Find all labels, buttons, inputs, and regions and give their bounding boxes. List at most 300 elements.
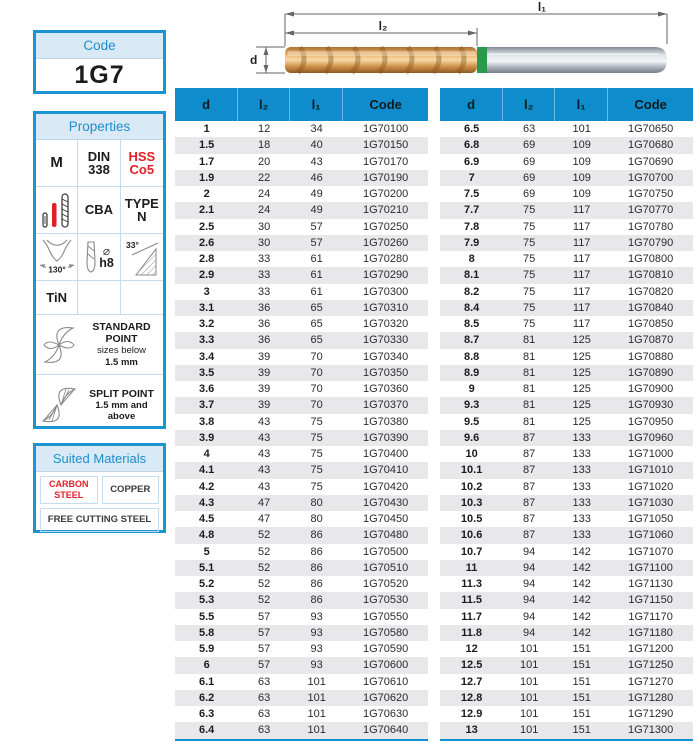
table-row — [440, 202, 693, 218]
cell-l1: 125 — [572, 334, 591, 347]
cell-d: 5.5 — [198, 610, 215, 623]
cell-l2: 43 — [258, 431, 271, 444]
split-point-row — [36, 375, 163, 435]
cell-d: 4.1 — [198, 464, 215, 477]
table-row — [440, 251, 693, 267]
cell-code: 1G70640 — [362, 724, 409, 737]
drill-bits-icon — [39, 191, 75, 229]
table-row — [175, 722, 428, 738]
cell-l2: 33 — [258, 285, 271, 298]
cell-code: 1G70170 — [362, 155, 409, 168]
table-row — [440, 284, 693, 300]
cell-l2: 94 — [523, 594, 536, 607]
table-row — [175, 706, 428, 722]
dim-arrow-left-l1 — [285, 12, 294, 17]
cell-l1: 75 — [310, 464, 323, 477]
table-row — [175, 235, 428, 251]
cell-code: 1G70930 — [627, 399, 674, 412]
cell-code: 1G70190 — [362, 171, 409, 184]
cell-d: 3.9 — [198, 431, 215, 444]
cell-l2: 94 — [523, 578, 536, 591]
cell-code: 1G71010 — [627, 464, 674, 477]
cell-code: 1G71030 — [627, 496, 674, 509]
cell-d: 6.1 — [198, 675, 215, 688]
table-row — [175, 397, 428, 413]
cell-l1: 151 — [572, 675, 591, 688]
cell-l1: 57 — [310, 220, 323, 233]
cell-d: 8.2 — [463, 285, 480, 298]
cell-d: 8.8 — [463, 350, 480, 363]
drill-diagram — [248, 2, 698, 86]
cell-l1: 86 — [310, 578, 323, 591]
cell-l1: 34 — [310, 123, 323, 136]
table-row — [440, 706, 693, 722]
cell-l1: 142 — [572, 610, 591, 623]
cell-d: 3.3 — [198, 334, 215, 347]
cell-l1: 117 — [572, 236, 591, 249]
cell-code: 1G70790 — [627, 236, 674, 249]
drill-sizes-cell — [36, 187, 78, 234]
standard-point-desc2: 1.5 mm — [105, 356, 138, 368]
cell-code: 1G70580 — [362, 626, 409, 639]
cell-l2: 30 — [258, 236, 271, 249]
table-row — [175, 186, 428, 202]
table-row — [175, 479, 428, 495]
cell-l1: 117 — [572, 204, 591, 217]
cell-l1: 93 — [310, 626, 323, 639]
cell-l2: 43 — [258, 448, 271, 461]
cell-code: 1G70800 — [627, 253, 674, 266]
cell-l1: 133 — [572, 513, 591, 526]
cell-d: 5.8 — [198, 626, 215, 639]
cell-l2: 12 — [258, 123, 271, 136]
table-row — [440, 576, 693, 592]
table-row — [175, 170, 428, 186]
cell-code: 1G70680 — [627, 139, 674, 152]
cell-code: 1G70260 — [362, 236, 409, 249]
table-row — [440, 446, 693, 462]
cell-l1: 142 — [572, 578, 591, 591]
product-code: 1G7 — [74, 61, 125, 89]
cell-l1: 101 — [572, 123, 591, 136]
col-header-l1: l₁ — [555, 88, 608, 121]
table-row — [175, 121, 428, 137]
table-row — [175, 430, 428, 446]
table-row — [440, 186, 693, 202]
cell-l1: 86 — [310, 594, 323, 607]
hss-co5-cell: HSS Co5 — [121, 140, 163, 187]
cell-l1: 151 — [572, 724, 591, 737]
table-row — [440, 430, 693, 446]
cell-l1: 142 — [572, 594, 591, 607]
cell-d: 6 — [203, 659, 210, 672]
cell-code: 1G70300 — [362, 285, 409, 298]
cell-l2: 75 — [523, 269, 536, 282]
cell-code: 1G70520 — [362, 578, 409, 591]
cell-code: 1G71060 — [627, 529, 674, 542]
cell-l1: 101 — [307, 675, 326, 688]
table-row — [175, 137, 428, 153]
table-row — [440, 495, 693, 511]
cell-d: 1.5 — [198, 139, 215, 152]
cell-d: 11.5 — [461, 594, 483, 607]
cell-code: 1G70770 — [627, 204, 674, 217]
cell-d: 11.8 — [461, 626, 483, 639]
cell-l1: 117 — [572, 301, 591, 314]
cell-l2: 63 — [258, 708, 271, 721]
cell-d: 2.9 — [198, 269, 215, 282]
cell-code: 1G70900 — [627, 383, 674, 396]
cell-l2: 33 — [258, 269, 271, 282]
cell-code: 1G71150 — [628, 594, 673, 607]
table-row — [440, 414, 693, 430]
table-row — [440, 641, 693, 657]
cell-code: 1G70360 — [362, 383, 409, 396]
table-row — [175, 690, 428, 706]
tolerance-label: h8 — [99, 255, 114, 270]
cell-code: 1G70330 — [362, 334, 409, 347]
cell-d: 11.7 — [461, 610, 483, 623]
cell-d: 2.6 — [198, 236, 215, 249]
cell-d: 6.8 — [463, 139, 480, 152]
cell-code: 1G70950 — [627, 415, 674, 428]
standard-point-row — [36, 315, 163, 375]
cell-l1: 125 — [572, 366, 591, 379]
cell-l1: 93 — [310, 610, 323, 623]
cba-cell: CBA — [78, 187, 120, 234]
cell-l1: 70 — [310, 399, 323, 412]
table-row — [175, 300, 428, 316]
cell-l1: 142 — [572, 545, 591, 558]
cell-l1: 75 — [310, 431, 323, 444]
table-row — [175, 674, 428, 690]
properties-grid — [36, 140, 163, 315]
cell-code: 1G71100 — [628, 561, 673, 574]
cell-code: 1G71300 — [627, 724, 674, 737]
cell-code: 1G70550 — [362, 610, 409, 623]
cell-l2: 75 — [523, 236, 536, 249]
cell-l2: 52 — [258, 578, 271, 591]
table-row — [440, 690, 693, 706]
table-row — [440, 170, 693, 186]
cell-l2: 52 — [258, 594, 271, 607]
cell-l2: 87 — [523, 480, 536, 493]
cell-d: 1.9 — [198, 171, 215, 184]
cell-l2: 43 — [258, 464, 271, 477]
cell-l2: 81 — [523, 334, 536, 347]
table-row — [175, 267, 428, 283]
cell-code: 1G71270 — [627, 675, 674, 688]
cell-l2: 39 — [258, 399, 271, 412]
green-ring — [477, 47, 487, 73]
cell-d: 5.3 — [198, 594, 215, 607]
cell-l2: 101 — [520, 724, 539, 737]
cell-code: 1G70960 — [627, 431, 674, 444]
cell-code: 1G70810 — [627, 269, 674, 282]
cell-code: 1G70250 — [362, 220, 409, 233]
cell-code: 1G70150 — [362, 139, 409, 152]
table-row — [175, 332, 428, 348]
cell-code: 1G70630 — [362, 708, 409, 721]
table-row — [175, 527, 428, 543]
tolerance-cell — [78, 234, 120, 281]
table-header — [440, 88, 693, 121]
cell-code: 1G70870 — [627, 334, 674, 347]
material-cell: M — [36, 140, 78, 187]
cell-code: 1G71250 — [627, 659, 674, 672]
cell-d: 10.1 — [460, 464, 483, 477]
cell-l2: 52 — [258, 529, 271, 542]
code-box — [33, 30, 166, 94]
cell-d: 8.7 — [463, 334, 480, 347]
table-row — [440, 674, 693, 690]
cell-d: 4 — [203, 448, 210, 461]
cell-d: 4.3 — [198, 496, 215, 509]
cell-d: 10 — [465, 448, 478, 461]
cell-d: 11.3 — [461, 578, 483, 591]
type-n-cell: TYPE N — [121, 187, 163, 234]
cell-l1: 133 — [572, 496, 591, 509]
cell-l1: 133 — [572, 448, 591, 461]
cell-d: 10.6 — [460, 529, 483, 542]
table-row — [440, 544, 693, 560]
cell-d: 7 — [468, 171, 475, 184]
cell-l1: 117 — [572, 269, 591, 282]
cell-l1: 117 — [572, 253, 591, 266]
cell-l2: 39 — [258, 366, 271, 379]
cell-l2: 94 — [523, 610, 536, 623]
cell-l2: 75 — [523, 301, 536, 314]
cell-l2: 69 — [523, 171, 536, 184]
cell-l1: 101 — [307, 691, 326, 704]
table-row — [175, 154, 428, 170]
cell-d: 4.5 — [198, 513, 215, 526]
cell-code: 1G70210 — [362, 204, 409, 217]
cell-l2: 101 — [520, 675, 539, 688]
cell-l1: 80 — [310, 513, 323, 526]
cell-l2: 24 — [258, 188, 271, 201]
cell-l2: 63 — [258, 724, 271, 737]
cell-l2: 39 — [258, 383, 271, 396]
cell-l1: 117 — [572, 318, 591, 331]
cell-l1: 86 — [310, 529, 323, 542]
cell-code: 1G70620 — [362, 691, 409, 704]
cell-l2: 87 — [523, 448, 536, 461]
cell-d: 9.3 — [463, 399, 480, 412]
cell-d: 3.4 — [198, 350, 215, 363]
table-row — [175, 414, 428, 430]
split-point-icon — [38, 379, 80, 431]
cell-l2: 57 — [258, 610, 271, 623]
cell-code: 1G70370 — [362, 399, 409, 412]
cell-code: 1G71130 — [628, 578, 673, 591]
cell-code: 1G70430 — [362, 496, 409, 509]
table-row — [440, 235, 693, 251]
material-copper: COPPER — [102, 476, 160, 504]
dim-label-d: d — [250, 53, 258, 67]
cell-l2: 63 — [258, 691, 271, 704]
cell-d: 6.3 — [198, 708, 215, 721]
cell-l2: 81 — [523, 399, 536, 412]
table-row — [440, 137, 693, 153]
table-row — [440, 462, 693, 478]
cell-l2: 52 — [258, 561, 271, 574]
cell-d: 3.6 — [198, 383, 215, 396]
cell-d: 2 — [203, 188, 210, 201]
table-row — [440, 349, 693, 365]
cell-code: 1G70310 — [362, 301, 409, 314]
cell-l2: 81 — [523, 415, 536, 428]
cell-l1: 133 — [572, 464, 591, 477]
table-row — [440, 609, 693, 625]
cell-d: 2.1 — [198, 204, 215, 217]
cell-l1: 49 — [310, 204, 323, 217]
table-row — [175, 511, 428, 527]
properties-header: Properties — [36, 114, 163, 140]
cell-l1: 125 — [572, 383, 591, 396]
cell-l2: 24 — [258, 204, 271, 217]
cell-l2: 69 — [523, 188, 536, 201]
svg-text:33°: 33° — [125, 240, 139, 250]
cell-l1: 70 — [310, 366, 323, 379]
cell-l2: 94 — [523, 561, 536, 574]
table-row — [440, 316, 693, 332]
split-point-desc1: 1.5 mm and — [95, 399, 148, 411]
cell-d: 9.5 — [463, 415, 480, 428]
cell-l2: 94 — [523, 545, 536, 558]
cell-code: 1G70820 — [627, 285, 674, 298]
cell-l2: 57 — [258, 659, 271, 672]
material-carbon-steel: CARBON STEEL — [40, 476, 98, 504]
col-header-l2: l₂ — [238, 88, 290, 121]
table-row — [440, 657, 693, 673]
table-row — [175, 365, 428, 381]
cell-d: 3.2 — [198, 318, 215, 331]
svg-text:130°: 130° — [47, 264, 66, 275]
table-row — [175, 625, 428, 641]
cell-l1: 93 — [310, 643, 323, 656]
cell-d: 7.8 — [463, 220, 480, 233]
cell-l2: 81 — [523, 383, 536, 396]
coating-cell: TiN — [36, 281, 78, 315]
cell-d: 5.1 — [198, 561, 215, 574]
cell-l1: 65 — [310, 334, 323, 347]
cell-l2: 57 — [258, 626, 271, 639]
cell-l1: 125 — [572, 399, 591, 412]
cell-l1: 65 — [310, 301, 323, 314]
cell-l2: 57 — [258, 643, 271, 656]
cell-d: 6.5 — [463, 123, 480, 136]
cell-d: 3.1 — [198, 301, 215, 314]
cell-l1: 142 — [572, 626, 591, 639]
cell-code: 1G70280 — [362, 253, 409, 266]
cell-code: 1G70350 — [362, 366, 409, 379]
diameter-symbol-icon: ⌀ — [102, 243, 111, 258]
cell-d: 8.5 — [463, 318, 480, 331]
cell-code: 1G71290 — [627, 708, 674, 721]
table-body — [175, 121, 428, 739]
cell-l2: 75 — [523, 318, 536, 331]
cell-code: 1G71070 — [627, 545, 674, 558]
cell-d: 10.2 — [460, 480, 483, 493]
cell-code: 1G71000 — [627, 448, 674, 461]
cell-d: 3.7 — [198, 399, 215, 412]
col-header-l1: l₁ — [290, 88, 343, 121]
table-row — [175, 381, 428, 397]
table-row — [175, 609, 428, 625]
cell-d: 4.2 — [198, 480, 215, 493]
cell-code: 1G70850 — [627, 318, 674, 331]
cell-l2: 101 — [520, 708, 539, 721]
cell-l1: 151 — [572, 691, 591, 704]
cell-l2: 39 — [258, 350, 271, 363]
cell-l1: 65 — [310, 318, 323, 331]
table-row — [440, 332, 693, 348]
table-row — [440, 722, 693, 738]
table-row — [440, 381, 693, 397]
cell-l2: 87 — [523, 496, 536, 509]
cell-l1: 151 — [572, 643, 591, 656]
dim-arrow-bottom-d — [264, 65, 269, 73]
col-header-code: Code — [634, 97, 667, 112]
cell-l1: 117 — [572, 220, 591, 233]
cell-l2: 81 — [523, 366, 536, 379]
cell-l1: 101 — [307, 724, 326, 737]
cell-code: 1G71200 — [627, 643, 674, 656]
cell-code: 1G70420 — [362, 480, 409, 493]
table-row — [175, 495, 428, 511]
cell-d: 8.1 — [463, 269, 480, 282]
dim-arrow-left-l2 — [285, 31, 294, 36]
cell-l1: 125 — [572, 350, 591, 363]
cell-code: 1G70880 — [627, 350, 674, 363]
cell-l1: 70 — [310, 350, 323, 363]
table-row — [440, 267, 693, 283]
cell-l1: 133 — [572, 431, 591, 444]
cell-l2: 18 — [258, 139, 271, 152]
cell-d: 12.9 — [460, 708, 483, 721]
table-row — [440, 365, 693, 381]
suited-materials-header: Suited Materials — [36, 446, 163, 472]
cell-code: 1G70320 — [362, 318, 409, 331]
cell-l1: 133 — [572, 529, 591, 542]
cell-code: 1G70500 — [362, 545, 409, 558]
size-table-left — [175, 88, 428, 741]
table-row — [175, 657, 428, 673]
cell-l2: 20 — [258, 155, 271, 168]
cell-code: 1G71020 — [627, 480, 674, 493]
cell-d: 7.9 — [463, 236, 480, 249]
cell-d: 12.8 — [460, 691, 483, 704]
table-row — [440, 511, 693, 527]
cell-l1: 142 — [572, 561, 591, 574]
cell-d: 1.7 — [198, 155, 215, 168]
cell-l1: 86 — [310, 561, 323, 574]
cell-l1: 40 — [310, 139, 323, 152]
cell-code: 1G70340 — [362, 350, 409, 363]
cell-l2: 75 — [523, 220, 536, 233]
cell-code: 1G70750 — [627, 188, 674, 201]
dim-label-l1: l₁ — [537, 2, 547, 14]
cell-l2: 81 — [523, 350, 536, 363]
cell-code: 1G70100 — [362, 123, 409, 136]
cell-d: 8.9 — [463, 366, 480, 379]
cell-l2: 47 — [258, 513, 271, 526]
cell-d: 13 — [465, 724, 478, 737]
cell-l2: 75 — [523, 204, 536, 217]
cell-d: 6.2 — [198, 691, 215, 704]
standard-point-title: STANDARD POINT — [92, 321, 151, 346]
